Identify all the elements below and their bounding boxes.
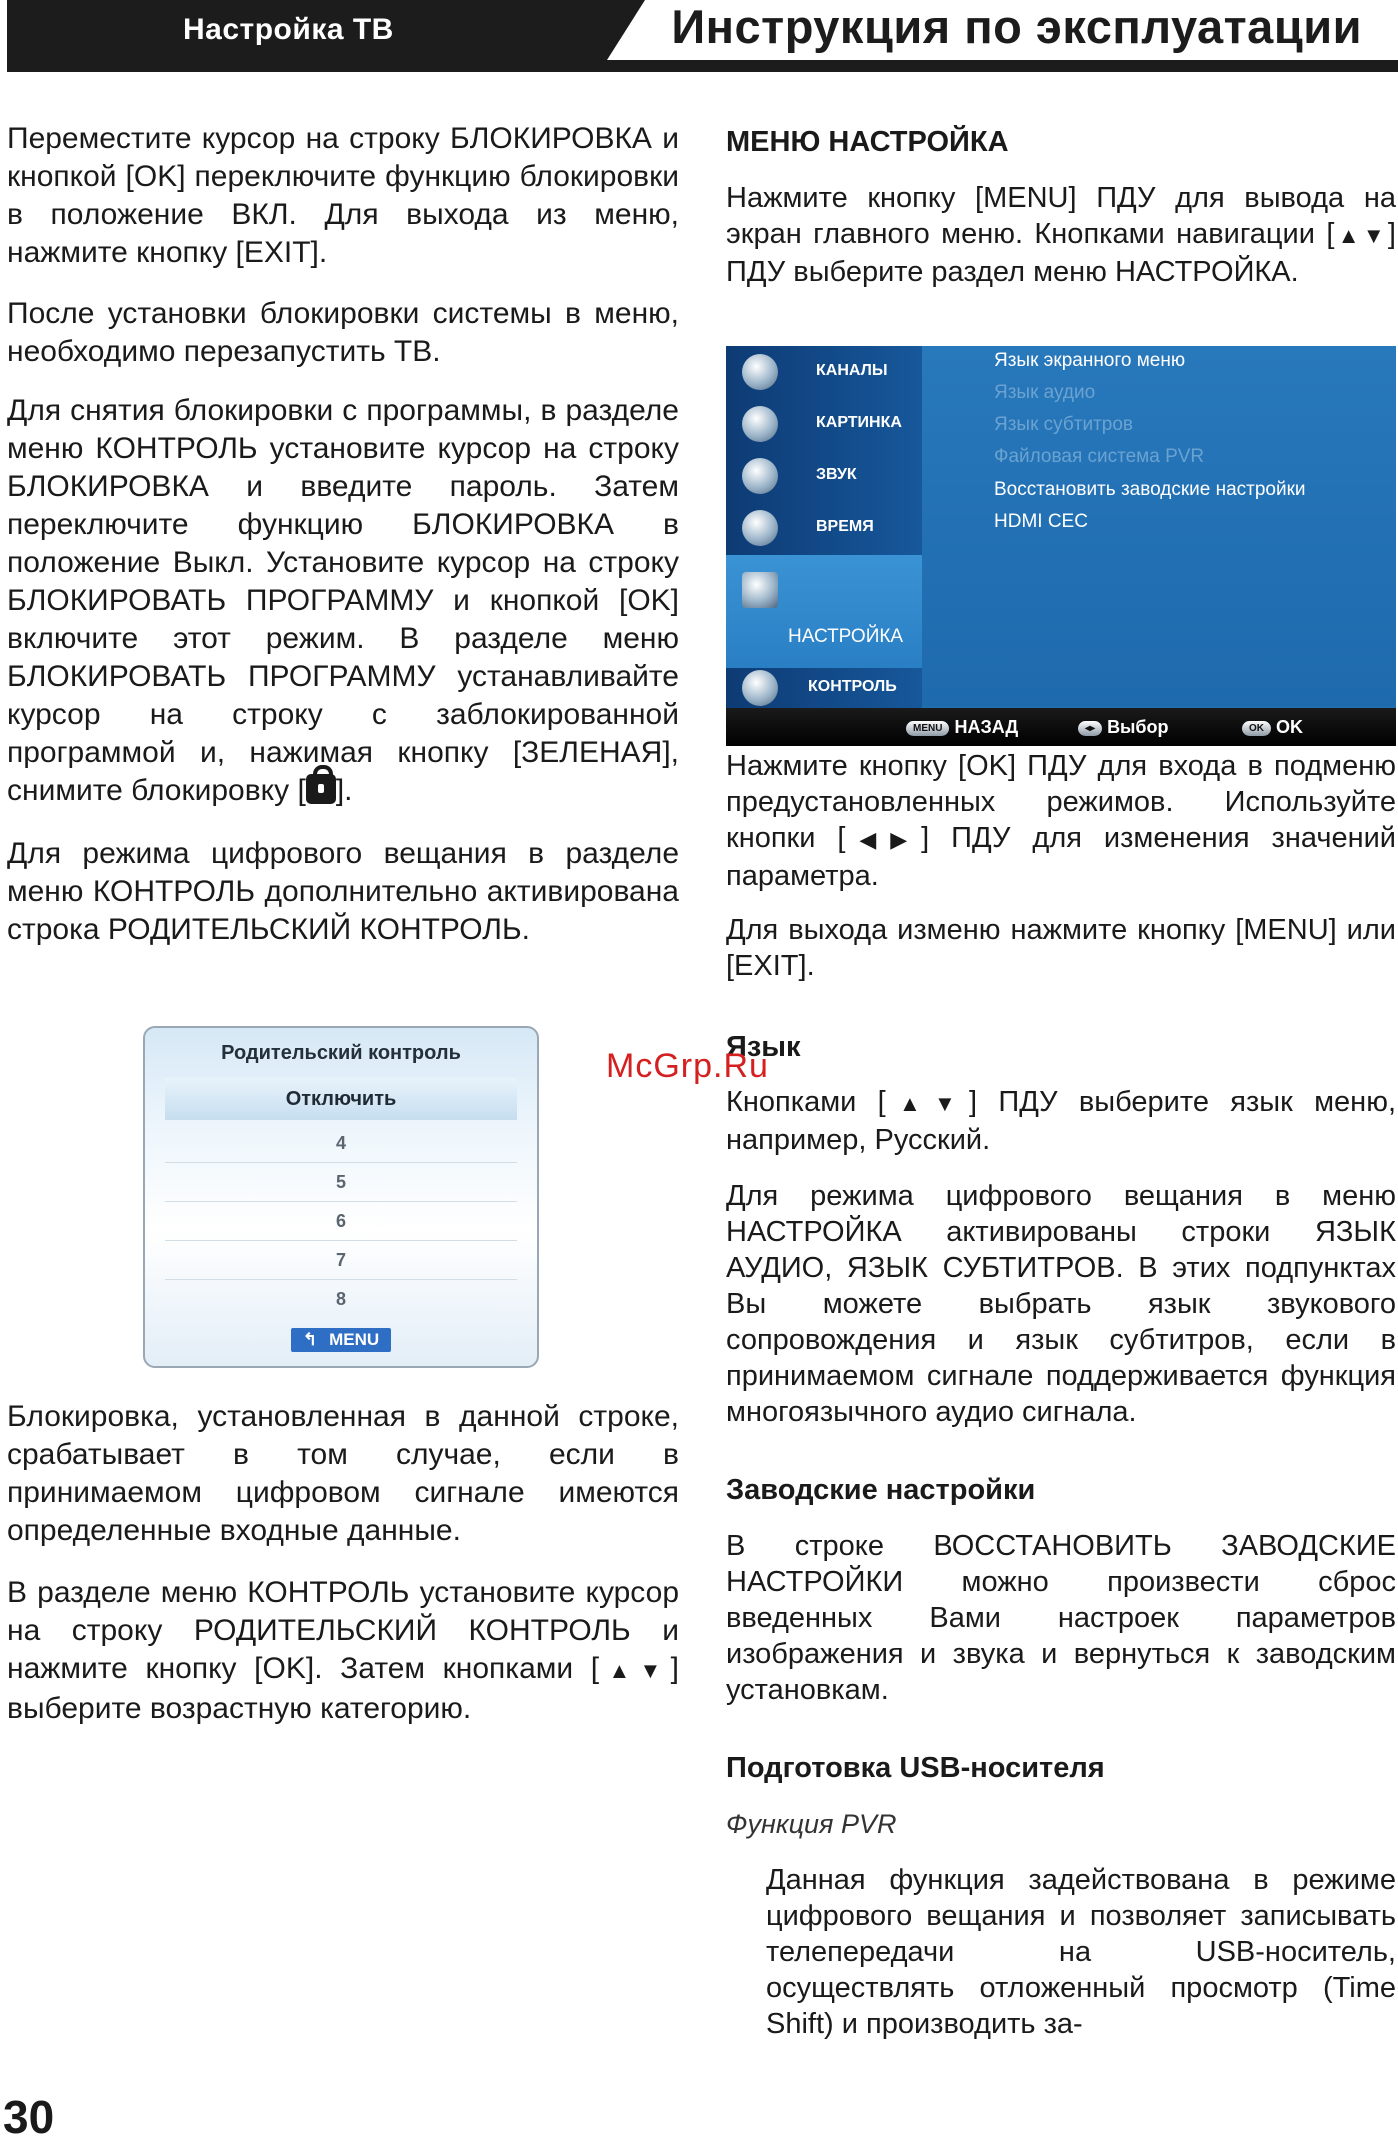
heading-menu-setup: МЕНЮ НАСТРОЙКА — [726, 126, 1009, 158]
heading-factory-settings: Заводские настройки — [726, 1474, 1036, 1506]
paragraph-submenu: Нажмите кнопку [OK] ПДУ для входа в подменю предустановленных режимов. Используйте кнопки [◀▶] ПДУ для изменения значений параметра. — [726, 750, 1396, 892]
tv-option-osd-language[interactable]: Язык экранного меню — [994, 350, 1186, 371]
paragraph-exit: Для выхода изменю нажмите кнопку [MENU] или [EXIT]. — [726, 914, 1396, 982]
paragraph-menu-setup: Нажмите кнопку [MENU] ПДУ для вывода на экран главного меню. Кнопками навигации [▲▼] ПДУ выберите раздел меню НАСТРОЙКА. — [726, 182, 1396, 288]
tv-option-audio-language: Язык аудио — [994, 382, 1096, 403]
tv-sidebar-picture[interactable]: КАРТИНКА — [726, 398, 922, 450]
tv-footer-select[interactable]: ◂▸ Выбор — [1078, 717, 1169, 738]
tv-option-pvr-filesystem: Файловая система PVR — [994, 446, 1205, 467]
paragraph-age-select: В разделе меню КОНТРОЛЬ установите курсор на строку РОДИТЕЛЬСКИЙ КОНТРОЛЬ и нажмите кнопку [OK]. Затем кнопками [▲▼] выберите возрастную категорию. — [7, 1576, 679, 1725]
left-right-arrows-icon: ◀▶ — [845, 827, 922, 852]
paragraph-language-digital: Для режима цифрового вещания в меню НАСТРОЙКА активированы строки ЯЗЫК АУДИО, ЯЗЫК СУБТИТРОВ. В этих подпунктах Вы можете выбрать язык звукового сопровождения и язык субтитров, если в принимаемом сигнале поддерживается функция многоязычного аудио сигнала. — [726, 1180, 1396, 1428]
paragraph-parental-intro: Для режима цифрового вещания в разделе меню КОНТРОЛЬ дополнительно активирована строка РОДИТЕЛЬСКИЙ КОНТРОЛЬ. — [7, 837, 679, 946]
back-arrow-icon: ↰ — [297, 1329, 323, 1351]
menu-button[interactable]: ↰ MENU — [145, 1328, 537, 1352]
tv-footer-back[interactable]: MENU НАЗАД — [906, 717, 1018, 738]
tv-option-subtitle-language: Язык субтитров — [994, 414, 1134, 435]
music-note-icon — [742, 458, 778, 494]
tv-sidebar-sound[interactable]: ЗВУК — [726, 450, 922, 502]
paragraph-restart: После установки блокировки системы в меню, необходимо перезапустить ТВ. — [7, 297, 679, 368]
lock-icon — [742, 670, 778, 706]
paragraph-lock-condition: Блокировка, установленная в данной строке, срабатывает в том случае, если в принимаемом цифровом сигнале имеются определенные входные данные. — [7, 1400, 679, 1547]
heading-language: Язык — [726, 1031, 801, 1063]
page-title: Инструкция по эксплуатации — [671, 0, 1362, 53]
option-age-5[interactable]: 5 — [165, 1163, 517, 1202]
tv-option-hdmi-cec[interactable]: HDMI CEC — [994, 511, 1088, 532]
dialog-title: Родительский контроль — [221, 1042, 461, 1064]
option-age-4[interactable]: 4 — [165, 1124, 517, 1163]
page-number: 30 — [3, 2091, 55, 2143]
tv-footer-bar — [726, 708, 1396, 746]
option-age-8[interactable]: 8 — [335, 1289, 346, 1309]
up-down-arrows-icon: ▲▼ — [885, 1091, 969, 1116]
tv-icon — [742, 354, 778, 390]
paragraph-factory-settings: В строке ВОССТАНОВИТЬ ЗАВОДСКИЕ НАСТРОЙКИ можно произвести сброс введенных Вами настроек параметров изображения и звука и вернуться к заводским установкам. — [726, 1530, 1396, 1706]
up-down-arrows-icon: ▲▼ — [1334, 223, 1388, 248]
lock-icon — [306, 774, 336, 804]
setup-icon — [742, 572, 778, 608]
tv-setup-menu-screenshot — [726, 346, 1396, 746]
option-age-6[interactable]: 6 — [165, 1202, 517, 1241]
parental-control-dialog — [143, 1026, 539, 1368]
nav-keys-icon: ◂▸ — [1078, 721, 1102, 736]
tv-options-panel — [922, 346, 1396, 706]
paragraph-lock-on: Переместите курсор на строку БЛОКИРОВКА и кнопкой [OK] переключите функцию блокировки в положение ВКЛ. Для выхода из меню, нажмите кнопку [EXIT]. — [7, 122, 679, 269]
paragraph-unlock: Для снятия блокировки с программы, в разделе меню КОНТРОЛЬ установите курсор на строку БЛОКИРОВКА и введите пароль. Затем переключите функцию БЛОКИРОВКА в положение Выкл. Установите курсор на строку БЛОКИРОВАТЬ ПРОГРАММУ и кнопкой [OK] включите этот режим. В разделе меню БЛОКИРОВАТЬ ПРОГРАММУ устанавливайте курсор на строку с заблокированной программой и, нажимая кнопку [ЗЕЛЕНАЯ], снимите блокировку [ ]. — [7, 394, 679, 807]
tv-sidebar-time[interactable]: ВРЕМЯ — [726, 502, 922, 554]
pvr-function-label: Функция PVR — [726, 1809, 897, 1839]
section-label: Настройка ТВ — [183, 13, 394, 46]
option-age-7[interactable]: 7 — [165, 1241, 517, 1280]
tv-sidebar-control[interactable]: КОНТРОЛЬ — [726, 662, 922, 714]
paragraph-pvr: Данная функция задействована в режиме цифрового вещания и позволяет записывать телепередачи на USB-носитель, осуществлять отложенный просмотр (Time Shift) и производить за- — [766, 1864, 1396, 2040]
tv-sidebar-channels[interactable]: КАНАЛЫ — [726, 346, 922, 398]
page-header — [7, 0, 1398, 72]
tv-sidebar-setup[interactable]: НАСТРОЙКА — [726, 568, 922, 658]
up-down-arrows-icon: ▲▼ — [599, 1658, 671, 1683]
tv-option-factory-reset[interactable]: Восстановить заводские настройки — [994, 479, 1306, 500]
paragraph-language: Кнопками [▲▼] ПДУ выберите язык меню, например, Русский. — [726, 1086, 1396, 1156]
camera-icon — [742, 406, 778, 442]
clock-icon — [742, 510, 778, 546]
option-disable[interactable]: Отключить — [165, 1078, 517, 1120]
heading-usb-preparation: Подготовка USB-носителя — [726, 1752, 1105, 1784]
watermark: McGrp.Ru — [606, 1047, 769, 1085]
tv-footer-ok[interactable]: OK OK — [1242, 717, 1303, 738]
